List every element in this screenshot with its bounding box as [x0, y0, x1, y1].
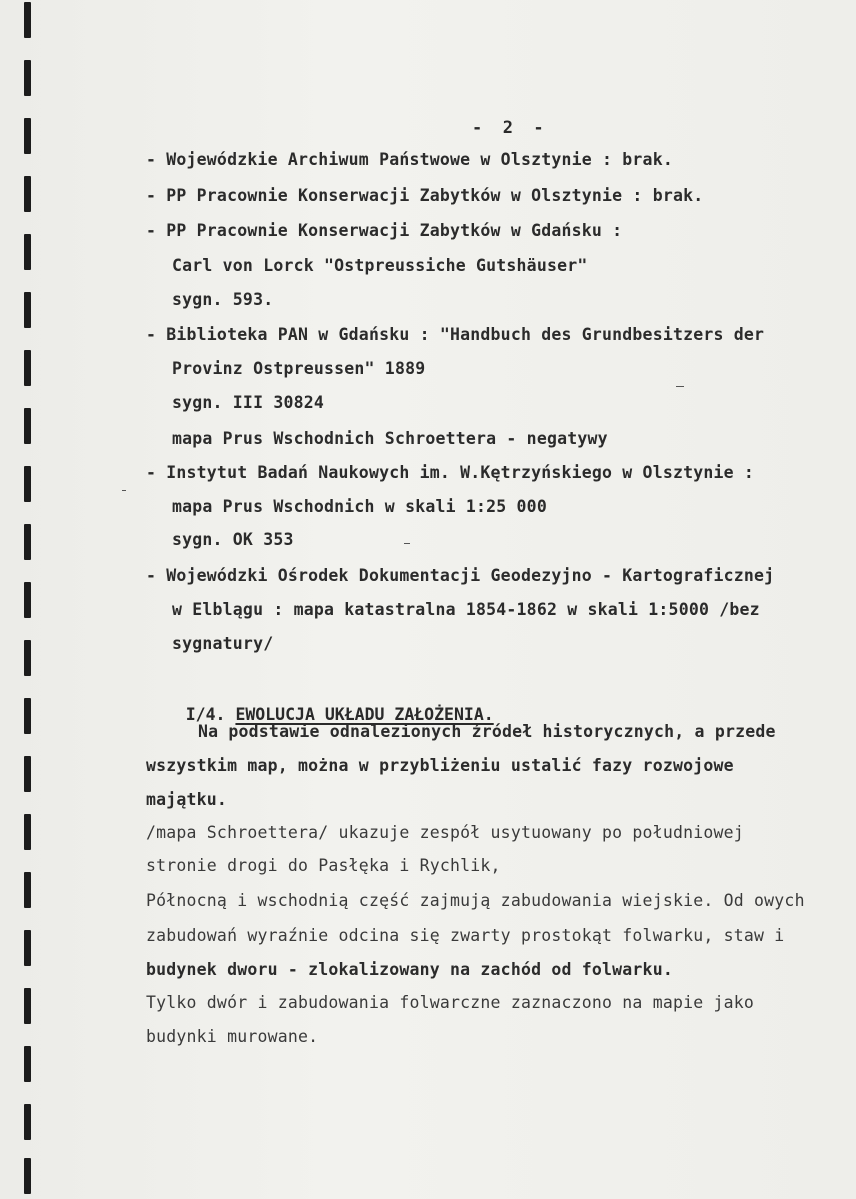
list-item: - PP Pracownie Konserwacji Zabytków w Olsztynie : brak.	[146, 186, 704, 205]
list-item: - Wojewódzkie Archiwum Państwowe w Olsztynie : brak.	[146, 150, 673, 169]
paragraph-line: /mapa Schroettera/ ukazuje zespół usytuowany po południowej	[146, 823, 744, 842]
paragraph-line: Tylko dwór i zabudowania folwarczne zaznaczono na mapie jako	[146, 993, 755, 1012]
list-item: mapa Prus Wschodnich Schroettera - negatywy	[172, 429, 608, 448]
list-item: - Wojewódzki Ośrodek Dokumentacji Geodezyjno - Kartograficznej	[146, 566, 775, 585]
binding-holes	[22, 0, 36, 1199]
paragraph-line: zabudowań wyraźnie odcina się zwarty prostokąt folwarku, staw i	[146, 926, 785, 945]
list-item: Carl von Lorck "Ostpreussiche Gutshäuser"	[172, 256, 588, 275]
list-item: Provinz Ostpreussen" 1889	[172, 359, 426, 378]
list-item: - PP Pracownie Konserwacji Zabytków w Gdańsku :	[146, 221, 623, 240]
ink-mark	[122, 490, 126, 491]
paragraph-line: budynek dworu - zlokalizowany na zachód od folwarku.	[146, 960, 673, 979]
list-item: w Elblągu : mapa katastralna 1854-1862 w skali 1:5000 /bez	[172, 600, 760, 619]
page-number: - 2 -	[472, 118, 544, 138]
list-item: sygn. OK 353	[172, 530, 294, 549]
list-item: sygnatury/	[172, 634, 274, 653]
list-item: - Instytut Badań Naukowych im. W.Kętrzyńskiego w Olsztynie :	[146, 463, 755, 482]
section-number: I/4.	[185, 705, 226, 724]
list-item: sygn. 593.	[172, 290, 274, 309]
paragraph-line: Na podstawie odnalezionych źródeł historycznych, a przede	[198, 722, 776, 741]
paragraph-line: budynki murowane.	[146, 1027, 319, 1046]
list-item: sygn. III 30824	[172, 393, 325, 412]
list-item: mapa Prus Wschodnich w skali 1:25 000	[172, 497, 547, 516]
section-title: EWOLUCJA UKŁADU ZAŁOŻENIA.	[235, 705, 494, 724]
list-item: - Biblioteka PAN w Gdańsku : "Handbuch des Grundbesitzers der	[146, 325, 765, 344]
ink-mark	[404, 543, 410, 544]
ink-mark	[676, 386, 684, 387]
paragraph-line: stronie drogi do Pasłęka i Rychlik,	[146, 856, 501, 875]
paragraph-line: majątku.	[146, 790, 228, 809]
paragraph-line: Północną i wschodnią część zajmują zabudowania wiejskie. Od owych	[146, 891, 805, 910]
paragraph-line: wszystkim map, można w przybliżeniu ustalić fazy rozwojowe	[146, 756, 734, 775]
